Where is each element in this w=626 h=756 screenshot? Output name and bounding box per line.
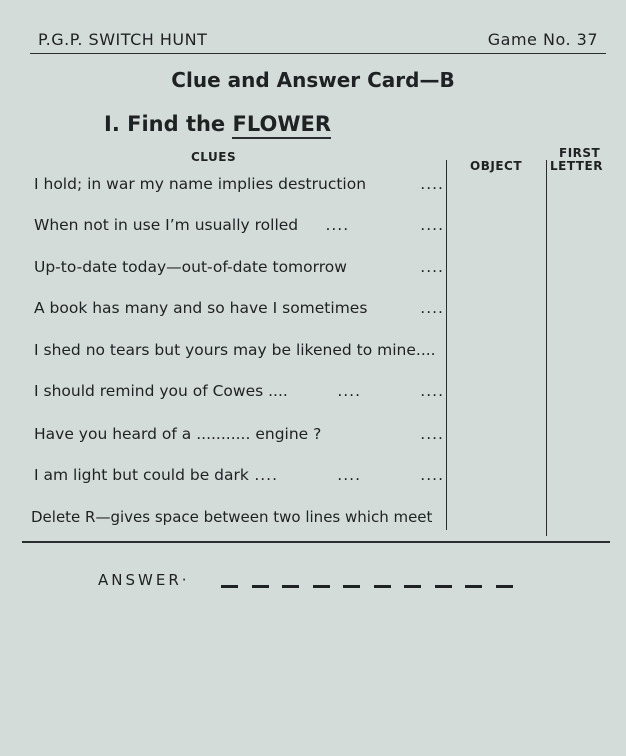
clue-dots: .... bbox=[420, 175, 444, 193]
answer-blank[interactable] bbox=[435, 585, 452, 588]
clue-text: A book has many and so have I sometimes bbox=[34, 299, 368, 317]
card-title: Clue and Answer Card—B bbox=[171, 68, 455, 92]
first-letter-header-line1: FIRST bbox=[559, 146, 601, 160]
header-rule bbox=[30, 53, 606, 54]
clue-dots: .... .... .... bbox=[254, 466, 444, 484]
clue-text: I shed no tears but yours may be likened to mine.... bbox=[34, 341, 436, 359]
clue-text: I hold; in war my name implies destruction bbox=[34, 175, 367, 193]
game-number: Game No. 37 bbox=[487, 30, 598, 49]
answer-blank[interactable] bbox=[252, 585, 269, 588]
clue-text: When not in use I’m usually rolled bbox=[34, 216, 299, 234]
clue-dots: .... bbox=[420, 425, 444, 443]
column-divider-first-letter bbox=[546, 160, 547, 536]
clue-text: I am light but could be dark bbox=[34, 466, 249, 484]
clue-dots: .... .... bbox=[325, 216, 444, 234]
answer-blank[interactable] bbox=[221, 585, 238, 588]
column-divider-object bbox=[446, 160, 447, 530]
clue-dots: .... .... bbox=[337, 382, 444, 400]
section-prefix: I. Find the bbox=[104, 112, 233, 136]
clues-column-header: CLUES bbox=[191, 150, 237, 164]
first-letter-header-line2: LETTER bbox=[550, 159, 603, 173]
section-heading bbox=[104, 112, 331, 136]
bottom-rule bbox=[22, 541, 610, 543]
answer-blank[interactable] bbox=[282, 585, 299, 588]
section-highlight: FLOWER bbox=[232, 112, 331, 139]
answer-blank[interactable] bbox=[374, 585, 391, 588]
answer-blank[interactable] bbox=[465, 585, 482, 588]
clue-text: Have you heard of a ........... engine ? bbox=[34, 425, 322, 443]
answer-blank[interactable] bbox=[404, 585, 421, 588]
answer-blank[interactable] bbox=[313, 585, 330, 588]
answer-blank[interactable] bbox=[496, 585, 513, 588]
header-left: P.G.P. SWITCH HUNT bbox=[38, 30, 208, 49]
clue-dots: .... bbox=[420, 258, 444, 276]
clue-text: Up-to-date today—out-of-date tomorrow bbox=[34, 258, 347, 276]
clue-text: Delete R—gives space between two lines which meet bbox=[31, 508, 433, 526]
object-column-header: OBJECT bbox=[470, 159, 523, 173]
clue-dots: .... bbox=[420, 299, 444, 317]
answer-blank[interactable] bbox=[343, 585, 360, 588]
answer-label: ANSWER· bbox=[98, 571, 190, 589]
clue-text: I should remind you of Cowes .... bbox=[34, 382, 288, 400]
